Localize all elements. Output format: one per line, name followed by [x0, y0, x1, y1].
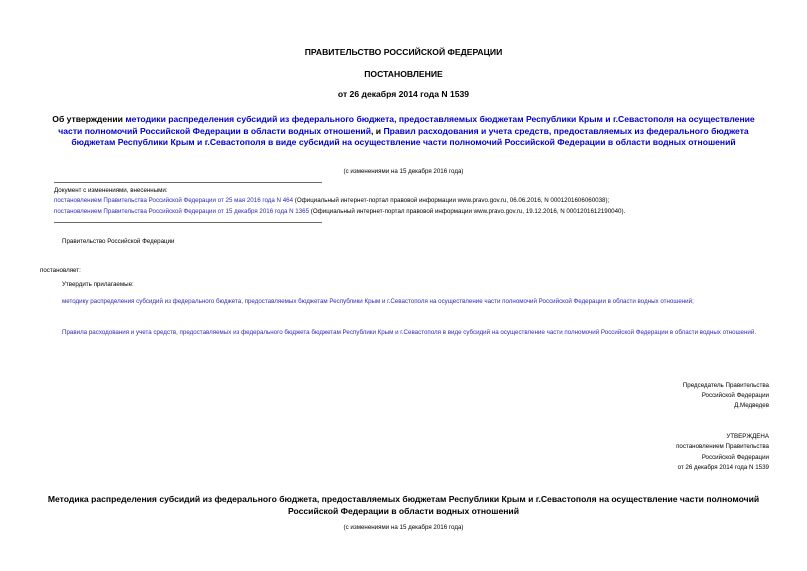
- body-decrees: постановляет:: [40, 267, 81, 274]
- changes-header: Документ с изменениями, внесенными:: [54, 187, 168, 194]
- approved-stamp-date: от 26 декабря 2014 года N 1539: [677, 464, 769, 471]
- government-heading: ПРАВИТЕЛЬСТВО РОССИЙСКОЙ ФЕДЕРАЦИИ: [304, 47, 503, 57]
- edition-note: (с изменениями на 15 декабря 2016 года): [343, 168, 464, 175]
- doc-date-number: от 26 декабря 2014 года N 1539: [337, 89, 470, 99]
- change-item: [54, 207, 625, 216]
- approved-item-methodology[interactable]: методику распределения субсидий из федерального бюджета, предоставляемых бюджетам Республики Крым и г.Севастополя на осуществление части полномочий Российской Федерации в области водных отношений;: [62, 298, 694, 305]
- signature-position: Председатель Правительства: [682, 382, 769, 389]
- body-government: Правительство Российской Федерации: [62, 238, 175, 245]
- signature-country: Российской Федерации: [701, 392, 769, 399]
- change-link[interactable]: постановлением Правительства Российской Федерации от 15 декабря 2016 года N 1365: [54, 208, 310, 215]
- divider-top: [54, 182, 322, 183]
- document-title: [40, 114, 767, 149]
- approved-stamp-line: Российской Федерации: [701, 454, 769, 461]
- signature-name: Д.Медведев: [734, 402, 769, 409]
- title-link-methodology[interactable]: методики распределения субсидий из федерального бюджета, предоставляемых бюджетам Республики Крым и г.Севастополя на осуществление части полномочий Российской Федерации в области водных отношений: [58, 114, 755, 136]
- title-middle: , и: [370, 125, 384, 136]
- methodology-title: Методика распределения субсидий из федерального бюджета, предоставляемых бюджетам Республики Крым и г.Севастополя на осуществление части полномочий Российской Федерации в области водных отношений: [47, 494, 760, 516]
- title-link-rules[interactable]: Правил расходования и учета средств, предоставляемых из федерального бюджета бюджетам Республики Крым и г.Севастополя в виде субсидий на осуществление части полномочий Российской Федерации в области водных отношений: [71, 125, 749, 147]
- body-approve: Утвердить прилагаемые:: [62, 281, 134, 288]
- title-prefix: Об утверждении: [52, 114, 126, 124]
- change-source: (Официальный интернет-портал правовой информации www.pravo.gov.ru, 06.06.2016, N 0001201606060038);: [293, 197, 610, 204]
- approved-item-rules[interactable]: Правила расходования и учета средств, предоставляемых из федерального бюджета бюджетам Республики Крым и г.Севастополя в виде субсидий на осуществление части полномочий Российской Федерации в области водных отношений.: [62, 329, 757, 336]
- methodology-edition-note: (с изменениями на 15 декабря 2016 года): [343, 524, 464, 531]
- change-item: [54, 196, 609, 205]
- doc-type-heading: ПОСТАНОВЛЕНИЕ: [364, 69, 443, 79]
- approved-stamp-line: постановлением Правительства: [676, 443, 769, 450]
- divider-bottom: [54, 222, 322, 223]
- approved-stamp-title: УТВЕРЖДЕНА: [726, 433, 769, 440]
- change-source: (Официальный интернет-портал правовой информации www.pravo.gov.ru, 19.12.2016, N 0001201612190040).: [309, 208, 626, 215]
- change-link[interactable]: постановлением Правительства Российской Федерации от 25 мая 2016 года N 464: [54, 197, 294, 204]
